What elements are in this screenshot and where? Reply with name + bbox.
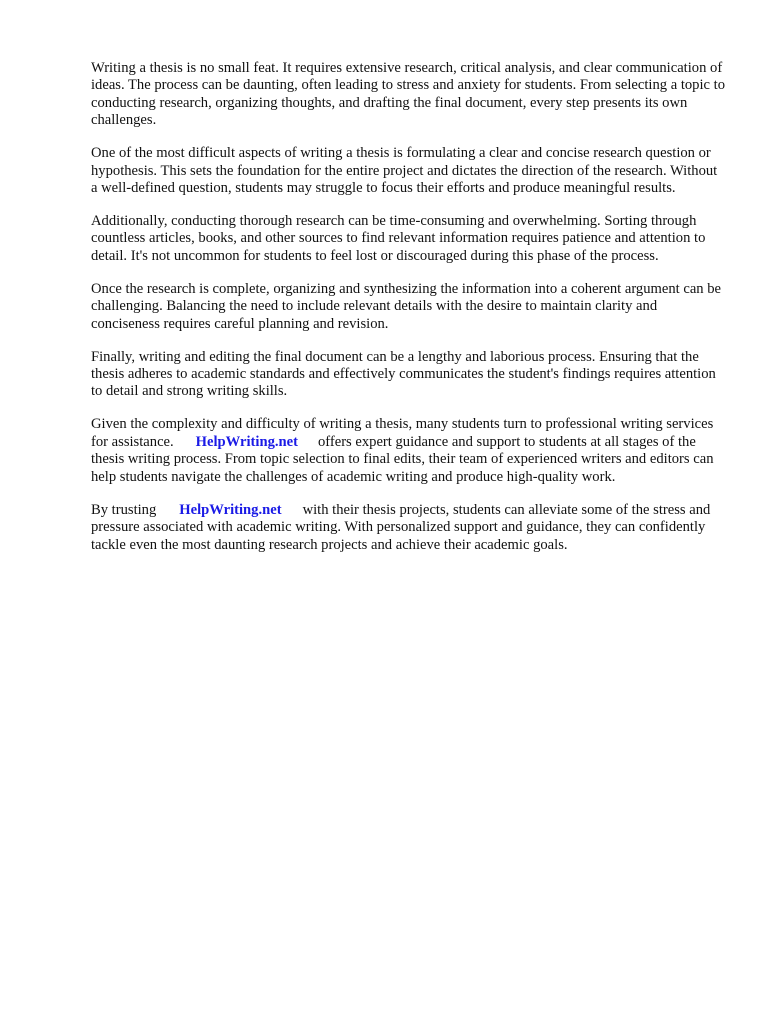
paragraph-writing-editing: Finally, writing and editing the final document can be a lengthy and laborious process. Ensuring that the thesis adheres to academic standards and effectively communicates the student's findings requires attention to detail and strong writing skills. [91, 348, 716, 400]
paragraph-organizing: Once the research is complete, organizing and synthesizing the information into a coherent argument can be challenging. Balancing the need to include relevant details with the desire to maintain clarity and conciseness requires careful planning and revision. [91, 280, 722, 332]
paragraph-research-question: One of the most difficult aspects of writing a thesis is formulating a clear and concise research question or hypothesis. This sets the foundation for the entire project and dictates the direction of the research. Without a well-defined question, students may struggle to focus their efforts and produce meaningful results. [91, 145, 718, 197]
paragraph-conducting-research: Additionally, conducting thorough research can be time-consuming and overwhelming. Sorting through countless articles, books, and other sources to find relevant information requires patience and attention to detail. It's not uncommon for students to feel lost or discouraged during this phase of the process. [91, 213, 706, 264]
paragraph-services [91, 416, 726, 486]
paragraph-conclusion [91, 502, 726, 554]
paragraph-conclusion-text-before: By trusting [91, 501, 157, 518]
paragraph-services-text-before: Given the complexity and difficulty of writing a thesis, many students turn to professional writing services for assistance. [91, 416, 714, 450]
paragraph-services-text-after: offers expert guidance and support to students at all stages of the thesis writing process. From topic selection to final edits, their team of experienced writers and editors can help students navigate the challenges of academic writing and produce high-quality work. [91, 433, 714, 485]
paragraph-intro: Writing a thesis is no small feat. It requires extensive research, critical analysis, and clear communication of ideas. The process can be daunting, often leading to stress and anxiety for students. From selecting a topic to conducting research, organizing thoughts, and drafting the final document, every step presents its own challenges. [91, 60, 725, 129]
helpwriting-link-2[interactable]: HelpWriting.net [179, 501, 282, 518]
helpwriting-link[interactable]: HelpWriting.net [195, 433, 298, 450]
document-body [91, 60, 726, 570]
paragraph-conclusion-text-after: with their thesis projects, students can alleviate some of the stress and pressure associated with academic writing. With personalized support and guidance, they can confidently tackle even the most daunting research projects and achieve their academic goals. [91, 501, 711, 553]
